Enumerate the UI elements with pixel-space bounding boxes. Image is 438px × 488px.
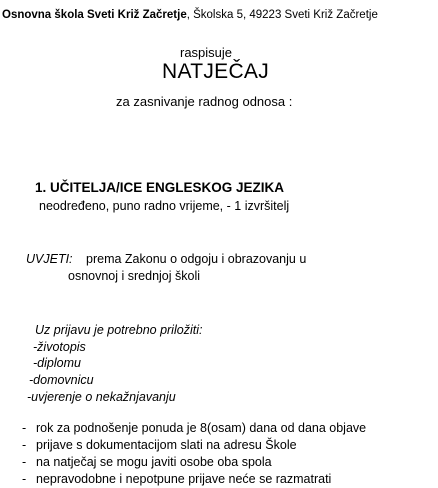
conditions-label: UVJETI:	[26, 252, 73, 266]
note-deadline	[22, 421, 366, 435]
note-text: nepravodobne i nepotpune prijave neće se razmatrati	[36, 472, 332, 486]
school-name: Osnovna škola Sveti Križ Začretje	[2, 9, 187, 21]
note-address	[22, 438, 297, 452]
conditions-line-1: prema Zakonu o odgoju i obrazovanju u	[86, 252, 307, 266]
note-text: rok za podnošenje ponuda je 8(osam) dana od dana objave	[36, 421, 367, 435]
documents-title: Uz prijavu je potrebno priložiti:	[35, 323, 203, 337]
note-bullet: -	[22, 421, 27, 435]
document-item-cv: -životopis	[33, 340, 86, 354]
note-incomplete	[22, 472, 331, 486]
note-gender	[22, 455, 272, 469]
note-bullet: -	[22, 438, 27, 452]
document-item-citizenship: -domovnicu	[29, 373, 94, 387]
note-text: na natječaj se mogu javiti osobe oba spola	[36, 455, 272, 469]
page-subtitle: za zasnivanje radnog odnosa :	[116, 94, 293, 109]
school-header	[2, 9, 378, 21]
position-title: 1. UČITELJA/ICE ENGLESKOG JEZIKA	[35, 180, 285, 195]
document-item-diploma: -diplomu	[33, 356, 81, 370]
announces-text: raspisuje	[180, 45, 233, 60]
page-title: NATJEČAJ	[162, 60, 270, 83]
school-address: , Školska 5, 49223 Sveti Križ Začretje	[186, 9, 378, 21]
note-text: prijave s dokumentacijom slati na adresu Škole	[36, 438, 297, 452]
position-details: neodređeno, puno radno vrijeme, - 1 izvršitelj	[39, 199, 290, 213]
note-bullet: -	[22, 472, 27, 486]
conditions-line-2: osnovnoj i srednjoj školi	[68, 269, 201, 283]
document-item-criminal-record: -uvjerenje o nekažnjavanju	[27, 390, 176, 404]
note-bullet: -	[22, 455, 27, 469]
